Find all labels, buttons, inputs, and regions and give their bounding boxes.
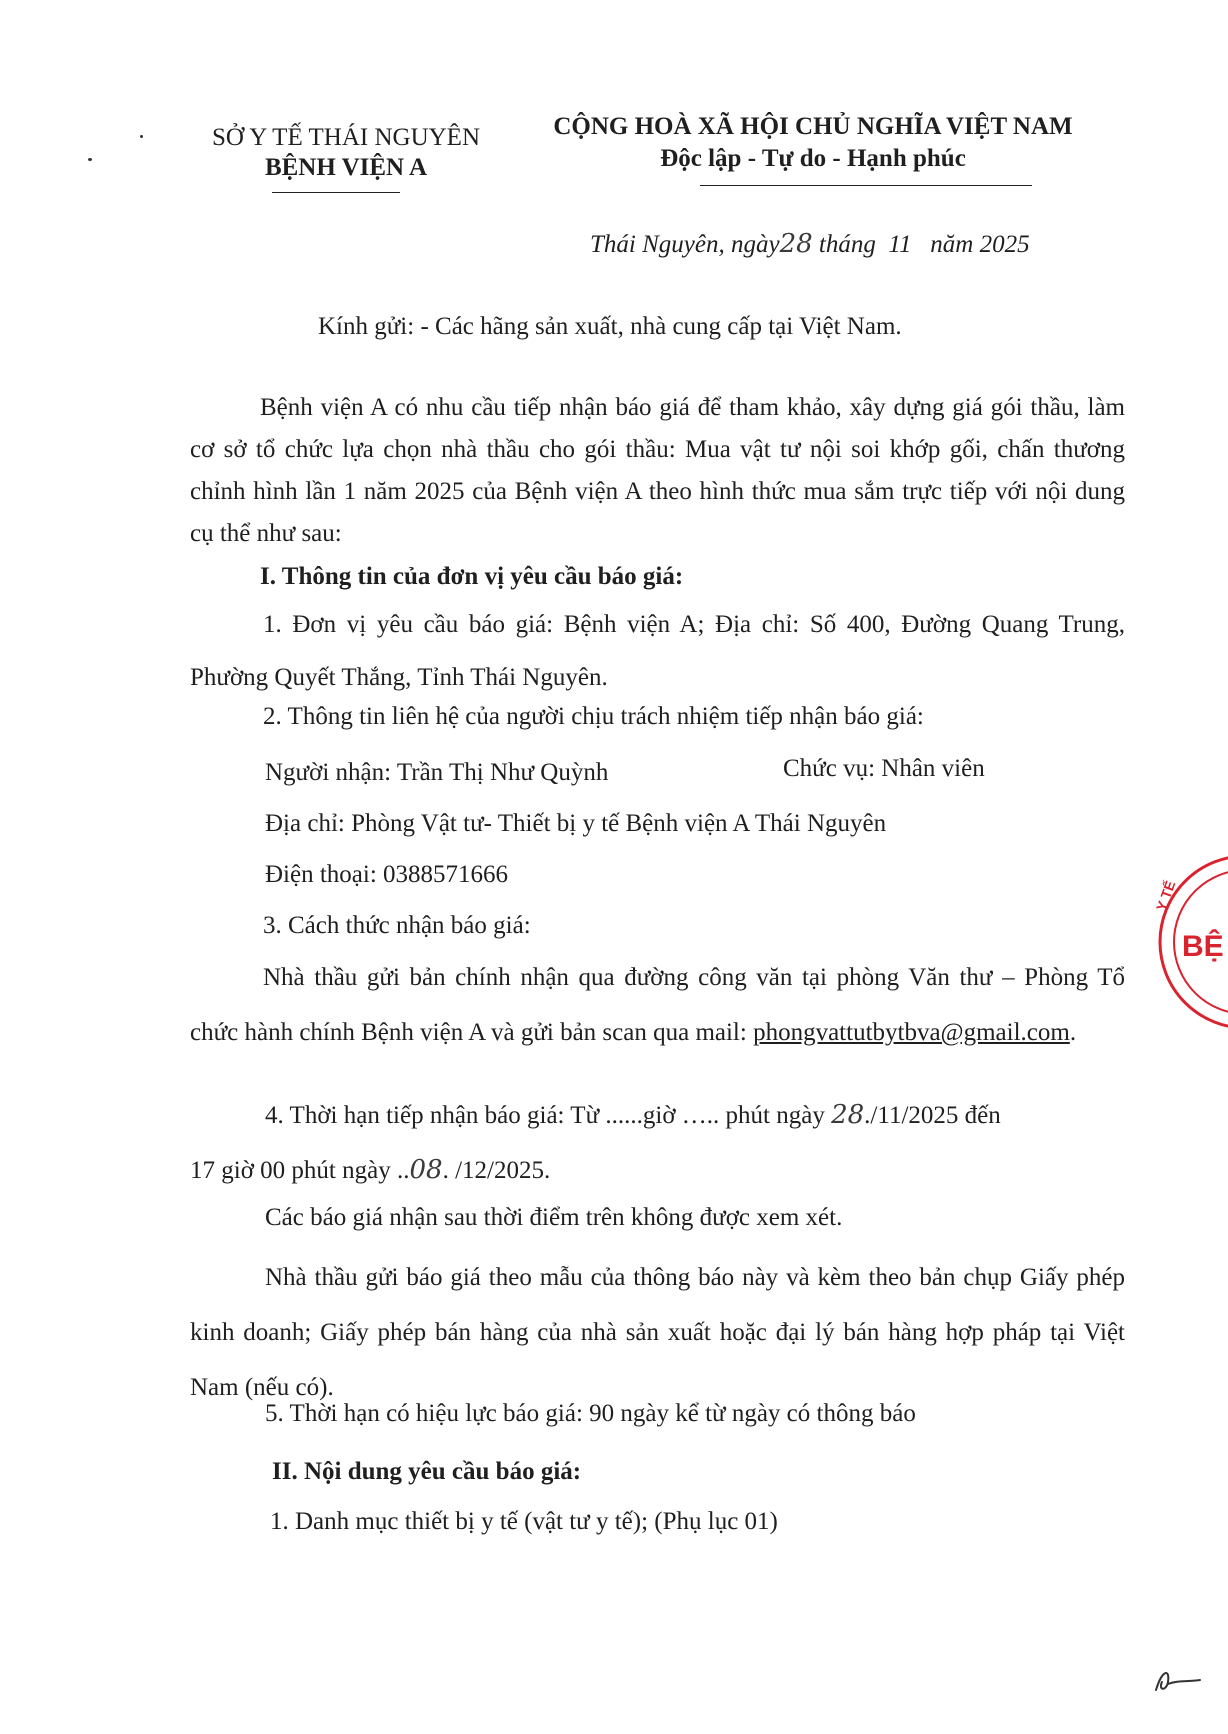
attachments-note: Nhà thầu gửi báo giá theo mẫu của thông báo này và kèm theo bản chụp Giấy phép kinh doanh; Giấy phép bán hàng của nhà sản xuất hoặc đại lý bán hàng hợp pháp tại Việt Nam (nếu có). [190,1264,1125,1401]
submit-method-paragraph: Nhà thầu gửi bản chính nhận qua đường công văn tại phòng Văn thư – Phòng Tổ chức hành chính Bệnh viện A và gửi bản scan qua mail: phongvattutbytbva@gmail.com. [190,964,1125,1046]
deadline-to-month: . /12/2025. [442,1157,551,1184]
section-1-title: I. Thông tin của đơn vị yêu cầu báo giá: [260,563,684,590]
section-1-item-2: 2. Thông tin liên hệ của người chịu trách nhiệm tiếp nhận báo giá: [263,703,924,730]
section-1-item-5: 5. Thời hạn có hiệu lực báo giá: 90 ngày kể từ ngày có thông báo [265,1400,916,1427]
official-stamp [1150,852,1228,1032]
section-1-item-4-cont [190,1155,550,1185]
scan-speck [88,158,92,161]
submit-method-text: Nhà thầu gửi bản chính nhận qua đường công văn tại phòng Văn thư – Phòng Tổ chức hành chính Bệnh viện A và gửi bản scan qua mail: [190,964,1125,1046]
section-1-item-1: 1. Đơn vị yêu cầu báo giá: Bệnh viện A; Địa chỉ: Số 400, Đường Quang Trung, Phường Quyết Thắng, Tỉnh Thái Nguyên. [190,611,1125,691]
section-1-item-3: 3. Cách thức nhận báo giá: [263,912,531,939]
intro-paragraph: Bệnh viện A có nhu cầu tiếp nhận báo giá để tham khảo, xây dựng giá gói thầu, làm cơ sở tổ chức lựa chọn nhà thầu cho gói thầu: Mua vật tư nội soi khớp gối, chấn thương chỉnh hình lần 1 năm 2025 của Bệnh viện A theo hình thức mua sắm trực tiếp với nội dung cụ thể như sau: [190,394,1125,547]
deadline-from-text: 4. Thời hạn tiếp nhận báo giá: Từ ......giờ ….. phút ngày [265,1102,825,1129]
receiver-position: Chức vụ: Nhân viên [783,755,985,782]
motto-underline [700,185,1032,186]
section-2-item-1: 1. Danh mục thiết bị y tế (vật tư y tế); (Phụ lục 01) [270,1508,778,1535]
section-2-title: II. Nội dung yêu cầu báo giá: [272,1458,582,1485]
deadline-to-day-handwritten: 08 [409,1155,443,1185]
document-date [590,229,1030,259]
deadline-to-text: 17 giờ 00 phút ngày .. [190,1157,410,1184]
late-note: Các báo giá nhận sau thời điểm trên không được xem xét. [265,1204,843,1231]
national-title: CỘNG HOÀ XÃ HỘI CHỦ NGHĨA VIỆT NAM [553,113,1073,140]
org-parent: SỞ Y TẾ THÁI NGUYÊN [211,124,481,151]
date-month: 11 [888,231,912,258]
date-month-label: tháng [818,231,876,258]
section-1-item-4 [265,1100,1001,1130]
initial-signature-mark [1148,1660,1208,1700]
deadline-from-month: ./11/2025 đến [864,1102,1001,1129]
national-motto: Độc lập - Tự do - Hạnh phúc [660,145,966,172]
recipient-line: Kính gửi: - Các hãng sản xuất, nhà cung cấp tại Việt Nam. [318,313,902,340]
receiver-phone: Điện thoại: 0388571666 [265,861,509,888]
deadline-from-day-handwritten: 28 [831,1100,865,1130]
date-day-handwritten: 28 [779,229,813,259]
stamp-text-side: Y TẾ [1152,878,1179,914]
scan-speck [140,135,143,138]
receiver-address: Địa chỉ: Phòng Vật tư- Thiết bị y tế Bệnh viện A Thái Nguyên [265,810,887,837]
receiver-name: Người nhận: Trần Thị Như Quỳnh [265,759,609,786]
org-underline [272,192,400,193]
org-name: BỆNH VIỆN A [264,154,428,181]
date-year: năm 2025 [930,231,1030,258]
date-prefix: Thái Nguyên, ngày [590,231,780,258]
email-link[interactable]: phongvattutbytbva@gmail.com [753,1019,1070,1046]
stamp-text-main: BỆ [1182,930,1224,963]
